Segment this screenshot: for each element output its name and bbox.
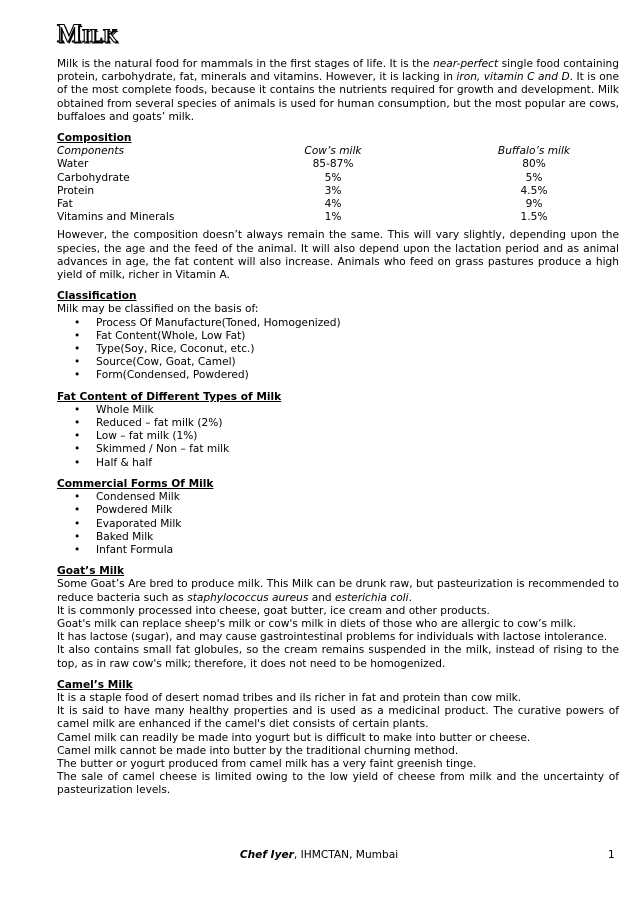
table-header-cell: Buffalo’s milk [497, 145, 571, 158]
intro-text-3: . It is one of the most complete foods, because it contains the nutrients required for growth and development. Milk obtained from several species of animals is used for human consumption, but the most popular are cows, buffaloes and goats’ milk. [57, 71, 619, 123]
footer-credit [0, 849, 638, 861]
camels-milk-line: Camel milk cannot be made into butter by the traditional churning method. [57, 744, 459, 757]
composition-note: However, the composition doesn’t always remain the same. This will vary slightly, depending upon the species, the age and the feed of the animal. It will also depend upon the lactation period and as animal advances in age, the fat content will also increase. Animals who feed on grass pastures produce a high yield of milk, richer in Vitamin A. [57, 229, 619, 282]
goats-emphasis-2: esterichia coli [335, 591, 409, 604]
table-header-row [57, 145, 619, 158]
page-title [57, 20, 619, 48]
list-item: • Type(Soy, Rice, Coconut, etc.) [96, 343, 619, 356]
table-cell: 9% [525, 198, 543, 211]
table-cell: 4.5% [520, 184, 548, 197]
table-cell: Water [57, 158, 89, 171]
camels-milk-line: The sale of camel cheese is limited owing to the low yield of cheese from milk and the uncertainty of pasteurization levels. [57, 771, 619, 797]
list-item: • Whole Milk [96, 404, 619, 417]
list-item: • Half & half [96, 457, 619, 470]
commercial-forms-heading: Commercial Forms Of Milk [57, 477, 214, 490]
goats-milk-line: It also contains small fat globules, so the cream remains suspended in the milk, instead of rising to the top, as in raw cow's milk; therefore, it does not need to be homogenized. [57, 644, 619, 670]
intro-paragraph [57, 58, 619, 124]
intro-text-2: single food containing protein, carbohydrate, fat, minerals and vitamins. However, it is lacking in [57, 58, 619, 84]
camels-milk-heading: Camel’s Milk [57, 678, 133, 691]
fat-content-heading: Fat Content of Different Types of Milk [57, 390, 282, 403]
commercial-forms-list [57, 491, 619, 557]
table-cell: 1.5% [520, 211, 548, 224]
classification-heading: Classification [57, 290, 137, 303]
document-page [57, 20, 619, 798]
camels-milk-line: The butter or yogurt produced from camel milk has a very faint greenish tinge. [57, 757, 477, 770]
classification-intro: Milk may be classified on the basis of: [57, 303, 259, 316]
camels-milk-line: It is a staple food of desert nomad tribes and iIs richer in fat and protein than cow milk. [57, 691, 522, 704]
list-item: • Condensed Milk [96, 491, 619, 504]
table-row [57, 198, 619, 211]
footer-author: Chef Iyer [239, 849, 294, 861]
table-cell: 5% [525, 171, 543, 184]
goats-milk-heading: Goat’s Milk [57, 565, 125, 578]
table-header-cell: Components [57, 145, 125, 158]
camels-milk-line: Camel milk can readily be made into yogurt but is difficult to make into butter or cheese. [57, 731, 531, 744]
table-cell: 1% [324, 211, 342, 224]
table-row [57, 172, 619, 185]
goats-milk-line: It is commonly processed into cheese, goat butter, ice cream and other products. [57, 604, 490, 617]
list-item: • Evaporated Milk [96, 518, 619, 531]
intro-emphasis-1: near-perfect [433, 58, 499, 70]
goats-milk-paragraph [57, 578, 619, 604]
table-cell: 80% [522, 158, 546, 171]
fat-content-list [57, 404, 619, 470]
goats-milk-line: Goat's milk can replace sheep's milk or cow's milk in diets of those who are allergic to cow’s milk. [57, 617, 577, 630]
table-row [57, 158, 619, 171]
list-item: • Powdered Milk [96, 504, 619, 517]
goats-text-2: and [308, 591, 336, 604]
title-rest: ILK [82, 26, 119, 47]
page-number: 1 [608, 849, 615, 861]
goats-text-1: Some Goat’s Are bred to produce milk. This Milk can be drunk raw, but pasteurization is recommended to reduce bacteria such as [57, 578, 619, 604]
table-cell: 3% [324, 184, 342, 197]
list-item: • Process Of Manufacture(Toned, Homogenized) [96, 317, 619, 330]
table-cell: 4% [324, 198, 342, 211]
composition-table [57, 145, 619, 224]
list-item: • Baked Milk [96, 531, 619, 544]
list-item: • Fat Content(Whole, Low Fat) [96, 330, 619, 343]
footer-org: , IHMCTAN, Mumbai [293, 849, 399, 861]
camels-milk-line: It is said to have many healthy properties and is used as a medicinal product. The curative powers of camel milk are enhanced if the camel's diet consists of certain plants. [57, 705, 619, 731]
goats-emphasis-1: staphylococcus aureus [187, 591, 309, 604]
table-cell: Carbohydrate [57, 171, 130, 184]
table-header-cell: Cow’s milk [304, 145, 362, 158]
table-cell: Fat [57, 198, 73, 211]
goats-milk-line: It has lactose (sugar), and may cause gastrointestinal problems for individuals with lactose intolerance. [57, 631, 608, 644]
table-cell: 85-87% [312, 158, 354, 171]
list-item: • Form(Condensed, Powdered) [96, 369, 619, 382]
table-cell: 5% [324, 171, 342, 184]
list-item: • Infant Formula [96, 544, 619, 557]
intro-emphasis-2: iron, vitamin C and D [456, 71, 570, 84]
list-item: • Low – fat milk (1%) [96, 430, 619, 443]
list-item: • Skimmed / Non – fat milk [96, 443, 619, 456]
title-initial: M [57, 19, 83, 48]
table-row [57, 211, 619, 224]
table-row [57, 185, 619, 198]
intro-text-1: Milk is the natural food for mammals in the first stages of life. It is the [57, 58, 433, 70]
list-item: • Source(Cow, Goat, Camel) [96, 356, 619, 369]
composition-heading: Composition [57, 132, 132, 145]
classification-list [57, 317, 619, 383]
table-cell: Vitamins and Minerals [57, 211, 175, 224]
goats-text-3: . [408, 591, 412, 604]
table-cell: Protein [57, 184, 95, 197]
list-item: • Reduced – fat milk (2%) [96, 417, 619, 430]
